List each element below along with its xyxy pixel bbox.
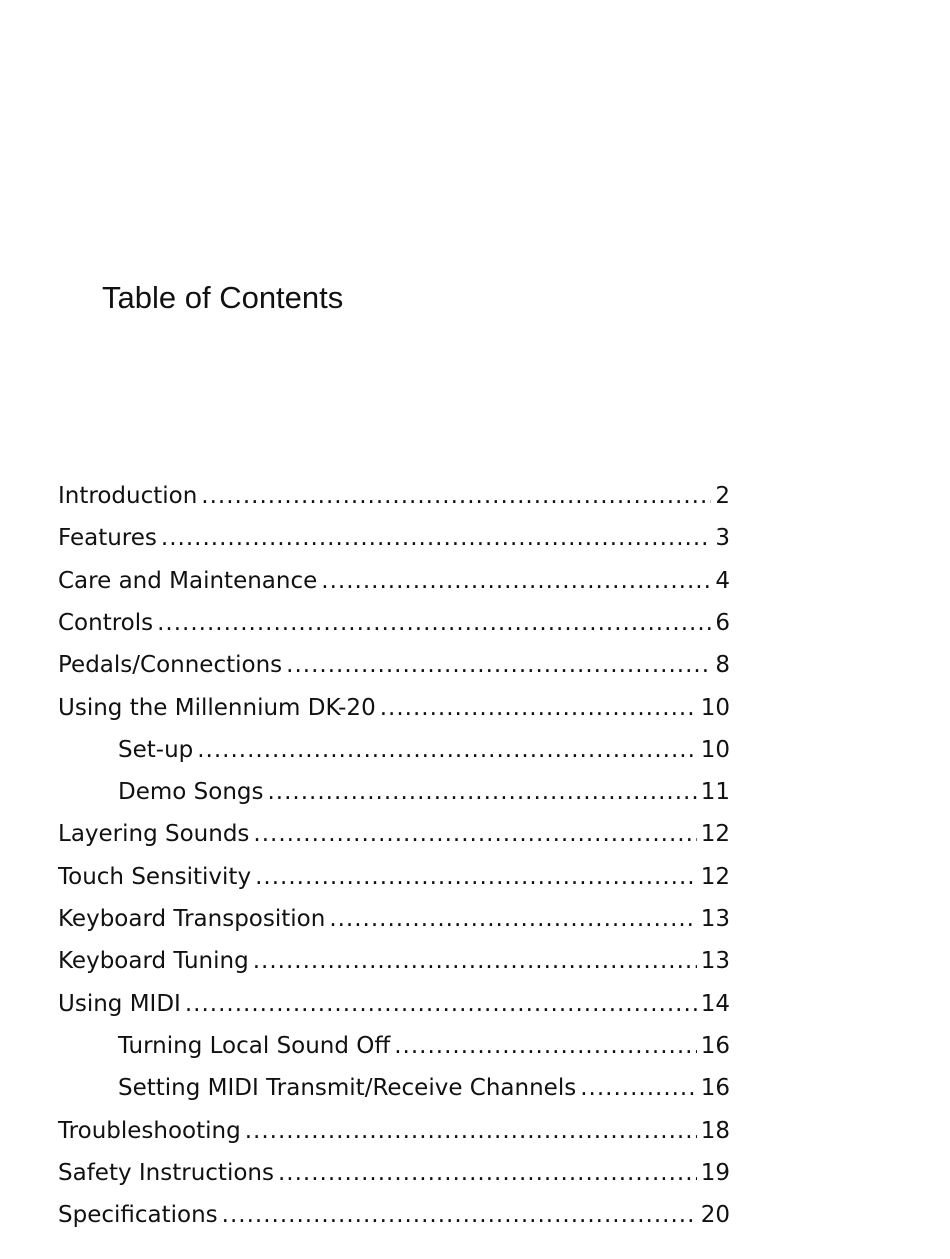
toc-entry-page: 3 <box>715 525 730 552</box>
toc-entry-label: Specifications <box>58 1202 218 1229</box>
toc-entry[interactable] <box>58 821 730 861</box>
toc-entry-page: 13 <box>700 948 730 975</box>
toc-entry-label: Demo Songs <box>118 779 264 806</box>
toc-entry[interactable] <box>58 991 730 1031</box>
leader-dots <box>253 821 696 847</box>
leader-dots <box>255 864 697 890</box>
toc-entry-page: 10 <box>700 694 730 721</box>
leader-dots <box>394 1033 696 1059</box>
toc-entry[interactable] <box>58 652 730 692</box>
leader-dots <box>157 610 711 636</box>
toc-entry[interactable] <box>58 695 730 735</box>
toc-entry-page: 18 <box>700 1117 730 1144</box>
toc-entry-label: Pedals/Connections <box>58 652 283 679</box>
leader-dots <box>161 525 711 551</box>
toc-entry-page: 16 <box>700 1032 730 1059</box>
toc-entry[interactable] <box>58 864 730 904</box>
toc-entry-page: 16 <box>700 1075 730 1102</box>
toc-entry[interactable] <box>118 1075 730 1115</box>
toc-entry[interactable] <box>118 779 730 819</box>
toc-entry-label: Turning Local Sound Off <box>118 1032 391 1059</box>
toc-entry-page: 19 <box>700 1159 730 1186</box>
page-title: Table of Contents <box>102 280 344 315</box>
leader-dots <box>321 568 711 594</box>
toc-entry[interactable] <box>58 568 730 608</box>
toc-entry[interactable] <box>58 483 730 523</box>
toc-entry[interactable] <box>58 948 730 988</box>
toc-entry-label: Set-up <box>118 736 194 763</box>
leader-dots <box>222 1202 697 1228</box>
toc-entry[interactable] <box>58 1202 730 1242</box>
toc-entry-label: Using the Millennium DK-20 <box>58 694 376 721</box>
leader-dots <box>286 652 711 678</box>
toc-entry-page: 11 <box>700 779 730 806</box>
toc-entry-page: 12 <box>700 863 730 890</box>
toc-entry-label: Layering Sounds <box>58 821 250 848</box>
leader-dots <box>380 695 697 721</box>
leader-dots <box>278 1160 697 1186</box>
toc-entry-page: 4 <box>715 567 730 594</box>
toc-entry[interactable] <box>118 1033 730 1073</box>
toc-entry-label: Introduction <box>58 483 198 509</box>
leader-dots <box>580 1075 697 1101</box>
leader-dots <box>201 483 711 509</box>
toc-entry-page: 2 <box>715 483 730 509</box>
toc-entry-label: Care and Maintenance <box>58 567 318 594</box>
toc-entry-page: 6 <box>715 609 730 636</box>
leader-dots <box>185 991 697 1017</box>
toc-entry-label: Controls <box>58 609 154 636</box>
toc-entry-page: 13 <box>700 906 730 932</box>
toc-entry-page: 12 <box>700 821 730 848</box>
toc-entry[interactable] <box>118 737 730 777</box>
toc-entry[interactable] <box>58 610 730 650</box>
toc-entry-label: Keyboard Transposition <box>58 906 326 932</box>
leader-dots <box>267 779 696 805</box>
toc-entry[interactable] <box>58 1118 730 1158</box>
toc-entry-page: 14 <box>700 990 730 1017</box>
toc-entry[interactable] <box>58 525 730 565</box>
toc-entry-label: Keyboard Tuning <box>58 948 249 975</box>
leader-dots <box>197 737 696 763</box>
toc-entry[interactable] <box>58 906 730 946</box>
toc-entry-label: Using MIDI <box>58 990 181 1017</box>
leader-dots <box>245 1118 697 1144</box>
leader-dots <box>253 948 697 974</box>
toc-entry-page: 10 <box>700 736 730 763</box>
toc-entry-label: Setting MIDI Transmit/Receive Channels <box>118 1075 577 1102</box>
toc-entry-page: 8 <box>715 652 730 679</box>
toc-entry-label: Features <box>58 525 157 552</box>
toc-entry-label: Touch Sensitivity <box>58 863 252 890</box>
toc-entry[interactable] <box>58 1160 730 1200</box>
toc-entry-page: 20 <box>700 1202 730 1229</box>
toc-entry-label: Troubleshooting <box>58 1117 241 1144</box>
toc-entry-label: Safety Instructions <box>58 1159 274 1186</box>
leader-dots <box>329 906 696 932</box>
